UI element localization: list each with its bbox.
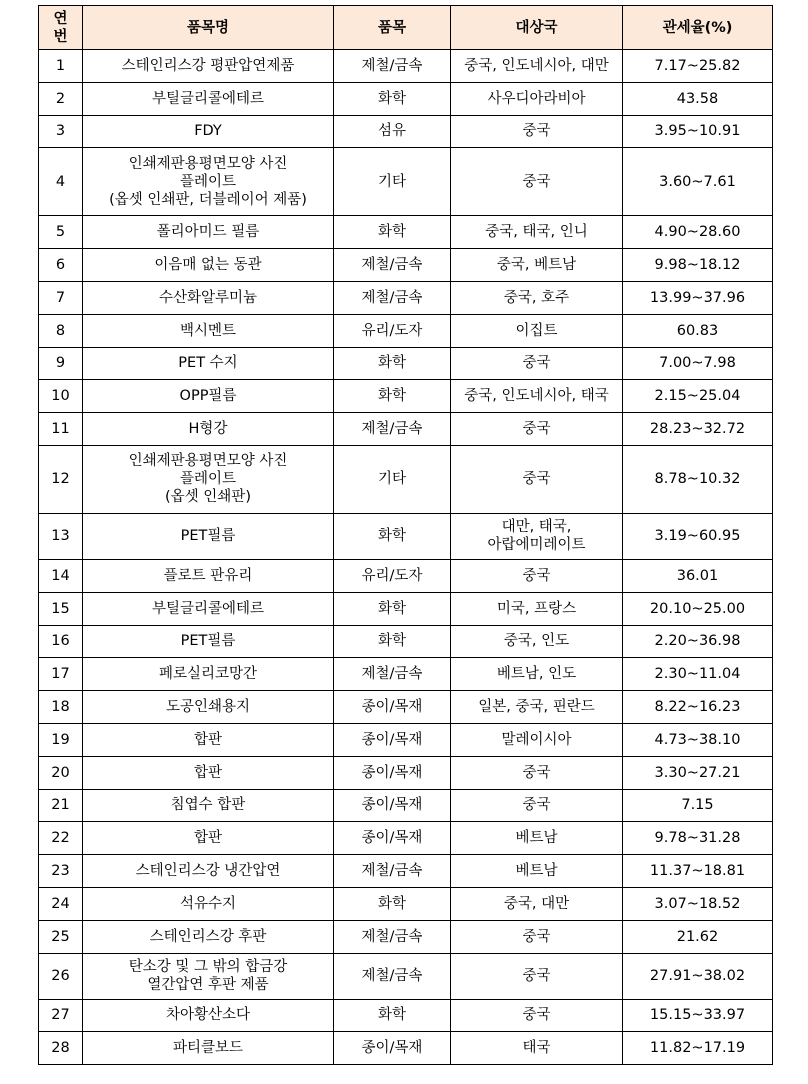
- item-name: 부틸글리콜에테르: [83, 592, 334, 625]
- item-category: 기타: [334, 445, 451, 513]
- header-country: 대상국: [451, 6, 623, 50]
- row-number: 5: [39, 216, 83, 249]
- item-category: 제철/금속: [334, 658, 451, 691]
- item-category: 제철/금속: [334, 50, 451, 83]
- table-row: [39, 625, 773, 658]
- item-name: 인쇄제판용평면모양 사진 플레이트 (옵셋 인쇄판, 더블레이어 제품): [83, 148, 334, 216]
- target-country: 중국: [451, 789, 623, 822]
- tariff-rate: 20.10~25.00: [623, 592, 773, 625]
- table-row: [39, 559, 773, 592]
- table-row: [39, 691, 773, 724]
- target-country: 중국: [451, 920, 623, 953]
- item-name: 부틸글리콜에테르: [83, 82, 334, 115]
- table-row: [39, 148, 773, 216]
- table-row: [39, 347, 773, 380]
- item-category: 제철/금속: [334, 920, 451, 953]
- item-name: 이음매 없는 동관: [83, 249, 334, 282]
- target-country: 이집트: [451, 314, 623, 347]
- table-row: [39, 249, 773, 282]
- item-name: 수산화알루미늄: [83, 281, 334, 314]
- tariff-rate: 43.58: [623, 82, 773, 115]
- target-country: 태국: [451, 1032, 623, 1065]
- table-row: [39, 216, 773, 249]
- tariff-rate: 13.99~37.96: [623, 281, 773, 314]
- row-number: 11: [39, 413, 83, 446]
- item-category: 제철/금속: [334, 413, 451, 446]
- item-category: 제철/금속: [334, 855, 451, 888]
- row-number: 19: [39, 723, 83, 756]
- tariff-rate: 3.19~60.95: [623, 513, 773, 559]
- target-country: 중국, 인도: [451, 625, 623, 658]
- table-row: [39, 999, 773, 1032]
- item-category: 화학: [334, 887, 451, 920]
- item-category: 유리/도자: [334, 314, 451, 347]
- item-category: 제철/금속: [334, 249, 451, 282]
- table-row: [39, 115, 773, 148]
- row-number: 16: [39, 625, 83, 658]
- table-row: [39, 445, 773, 513]
- header-seq: [39, 6, 83, 50]
- row-number: 18: [39, 691, 83, 724]
- table-row: [39, 822, 773, 855]
- row-number: 3: [39, 115, 83, 148]
- row-number: 2: [39, 82, 83, 115]
- item-name: 석유수지: [83, 887, 334, 920]
- target-country: 중국: [451, 953, 623, 999]
- row-number: 20: [39, 756, 83, 789]
- header-rate: 관세율(%): [623, 6, 773, 50]
- row-number: 4: [39, 148, 83, 216]
- item-category: 화학: [334, 625, 451, 658]
- item-name: PET 수지: [83, 347, 334, 380]
- item-name: 스테인리스강 후판: [83, 920, 334, 953]
- row-number: 7: [39, 281, 83, 314]
- target-country: 베트남: [451, 822, 623, 855]
- table-body: [39, 50, 773, 1065]
- table-row: [39, 592, 773, 625]
- row-number: 23: [39, 855, 83, 888]
- row-number: 10: [39, 380, 83, 413]
- tariff-rate: 2.30~11.04: [623, 658, 773, 691]
- item-category: 화학: [334, 380, 451, 413]
- item-name: 페로실리코망간: [83, 658, 334, 691]
- item-category: 화학: [334, 216, 451, 249]
- target-country: 미국, 프랑스: [451, 592, 623, 625]
- target-country: 중국, 인도네시아, 대만: [451, 50, 623, 83]
- item-name: 폴리아미드 필름: [83, 216, 334, 249]
- tariff-rate: 27.91~38.02: [623, 953, 773, 999]
- header-name: 품목명: [83, 6, 334, 50]
- target-country: 중국: [451, 148, 623, 216]
- header-seq-line1: 연: [53, 10, 68, 27]
- table-row: [39, 920, 773, 953]
- item-category: 종이/목재: [334, 691, 451, 724]
- item-category: 화학: [334, 999, 451, 1032]
- item-category: 화학: [334, 592, 451, 625]
- tariff-rate: 2.15~25.04: [623, 380, 773, 413]
- tariff-rate: 3.30~27.21: [623, 756, 773, 789]
- table-row: [39, 855, 773, 888]
- row-number: 15: [39, 592, 83, 625]
- table-row: [39, 281, 773, 314]
- tariff-rate: 11.37~18.81: [623, 855, 773, 888]
- item-name: 도공인쇄용지: [83, 691, 334, 724]
- table-row: [39, 723, 773, 756]
- header-seq-line2: 번: [53, 28, 68, 45]
- target-country: 중국, 대만: [451, 887, 623, 920]
- tariff-rate: 3.07~18.52: [623, 887, 773, 920]
- table-row: [39, 953, 773, 999]
- item-category: 제철/금속: [334, 953, 451, 999]
- item-name: 탄소강 및 그 밖의 합금강 열간압연 후판 제품: [83, 953, 334, 999]
- item-name: OPP필름: [83, 380, 334, 413]
- item-name: 인쇄제판용평면모양 사진 플레이트 (옵셋 인쇄판): [83, 445, 334, 513]
- row-number: 28: [39, 1032, 83, 1065]
- tariff-rate: 3.95~10.91: [623, 115, 773, 148]
- target-country: 중국, 태국, 인니: [451, 216, 623, 249]
- item-category: 섬유: [334, 115, 451, 148]
- tariff-rate: 15.15~33.97: [623, 999, 773, 1032]
- tariff-rate: 7.17~25.82: [623, 50, 773, 83]
- tariff-rate: 21.62: [623, 920, 773, 953]
- row-number: 12: [39, 445, 83, 513]
- tariff-rate: 3.60~7.61: [623, 148, 773, 216]
- tariff-table: [38, 5, 773, 1065]
- target-country: 베트남, 인도: [451, 658, 623, 691]
- row-number: 26: [39, 953, 83, 999]
- item-name: 스테인리스강 평판압연제품: [83, 50, 334, 83]
- row-number: 1: [39, 50, 83, 83]
- item-category: 종이/목재: [334, 789, 451, 822]
- row-number: 21: [39, 789, 83, 822]
- item-category: 종이/목재: [334, 756, 451, 789]
- target-country: 중국, 베트남: [451, 249, 623, 282]
- table-row: [39, 314, 773, 347]
- tariff-rate: 11.82~17.19: [623, 1032, 773, 1065]
- target-country: 중국, 호주: [451, 281, 623, 314]
- tariff-rate: 9.98~18.12: [623, 249, 773, 282]
- table-row: [39, 50, 773, 83]
- item-name: H형강: [83, 413, 334, 446]
- row-number: 14: [39, 559, 83, 592]
- item-name: PET필름: [83, 625, 334, 658]
- row-number: 9: [39, 347, 83, 380]
- target-country: 중국: [451, 999, 623, 1032]
- target-country: 중국: [451, 445, 623, 513]
- target-country: 중국: [451, 413, 623, 446]
- row-number: 6: [39, 249, 83, 282]
- target-country: 중국: [451, 756, 623, 789]
- tariff-rate: 8.22~16.23: [623, 691, 773, 724]
- target-country: 중국: [451, 347, 623, 380]
- header-row: [39, 6, 773, 50]
- header-category: 품목: [334, 6, 451, 50]
- item-name: PET필름: [83, 513, 334, 559]
- row-number: 22: [39, 822, 83, 855]
- target-country: 중국: [451, 115, 623, 148]
- tariff-rate: 36.01: [623, 559, 773, 592]
- item-category: 기타: [334, 148, 451, 216]
- row-number: 24: [39, 887, 83, 920]
- item-category: 제철/금속: [334, 281, 451, 314]
- target-country: 중국: [451, 559, 623, 592]
- item-name: 차아황산소다: [83, 999, 334, 1032]
- table-row: [39, 380, 773, 413]
- target-country: 일본, 중국, 핀란드: [451, 691, 623, 724]
- item-category: 종이/목재: [334, 1032, 451, 1065]
- tariff-rate: 28.23~32.72: [623, 413, 773, 446]
- tariff-rate: 7.15: [623, 789, 773, 822]
- tariff-rate: 2.20~36.98: [623, 625, 773, 658]
- item-name: FDY: [83, 115, 334, 148]
- table-row: [39, 513, 773, 559]
- tariff-rate: 4.90~28.60: [623, 216, 773, 249]
- row-number: 8: [39, 314, 83, 347]
- item-name: 합판: [83, 723, 334, 756]
- target-country: 사우디아라비아: [451, 82, 623, 115]
- target-country: 중국, 인도네시아, 태국: [451, 380, 623, 413]
- target-country: 대만, 태국, 아랍에미레이트: [451, 513, 623, 559]
- item-name: 파티클보드: [83, 1032, 334, 1065]
- table-row: [39, 789, 773, 822]
- item-name: 플로트 판유리: [83, 559, 334, 592]
- tariff-rate: 60.83: [623, 314, 773, 347]
- item-name: 스테인리스강 냉간압연: [83, 855, 334, 888]
- table-row: [39, 1032, 773, 1065]
- tariff-rate: 9.78~31.28: [623, 822, 773, 855]
- target-country: 베트남: [451, 855, 623, 888]
- tariff-rate: 7.00~7.98: [623, 347, 773, 380]
- item-name: 침엽수 합판: [83, 789, 334, 822]
- item-category: 종이/목재: [334, 822, 451, 855]
- table-row: [39, 887, 773, 920]
- item-category: 화학: [334, 513, 451, 559]
- item-name: 백시멘트: [83, 314, 334, 347]
- table-row: [39, 756, 773, 789]
- row-number: 17: [39, 658, 83, 691]
- item-category: 화학: [334, 82, 451, 115]
- table-row: [39, 82, 773, 115]
- item-category: 종이/목재: [334, 723, 451, 756]
- item-name: 합판: [83, 822, 334, 855]
- table-row: [39, 413, 773, 446]
- target-country: 말레이시아: [451, 723, 623, 756]
- row-number: 27: [39, 999, 83, 1032]
- item-category: 화학: [334, 347, 451, 380]
- item-category: 유리/도자: [334, 559, 451, 592]
- tariff-rate: 4.73~38.10: [623, 723, 773, 756]
- tariff-rate: 8.78~10.32: [623, 445, 773, 513]
- row-number: 13: [39, 513, 83, 559]
- item-name: 합판: [83, 756, 334, 789]
- table-row: [39, 658, 773, 691]
- row-number: 25: [39, 920, 83, 953]
